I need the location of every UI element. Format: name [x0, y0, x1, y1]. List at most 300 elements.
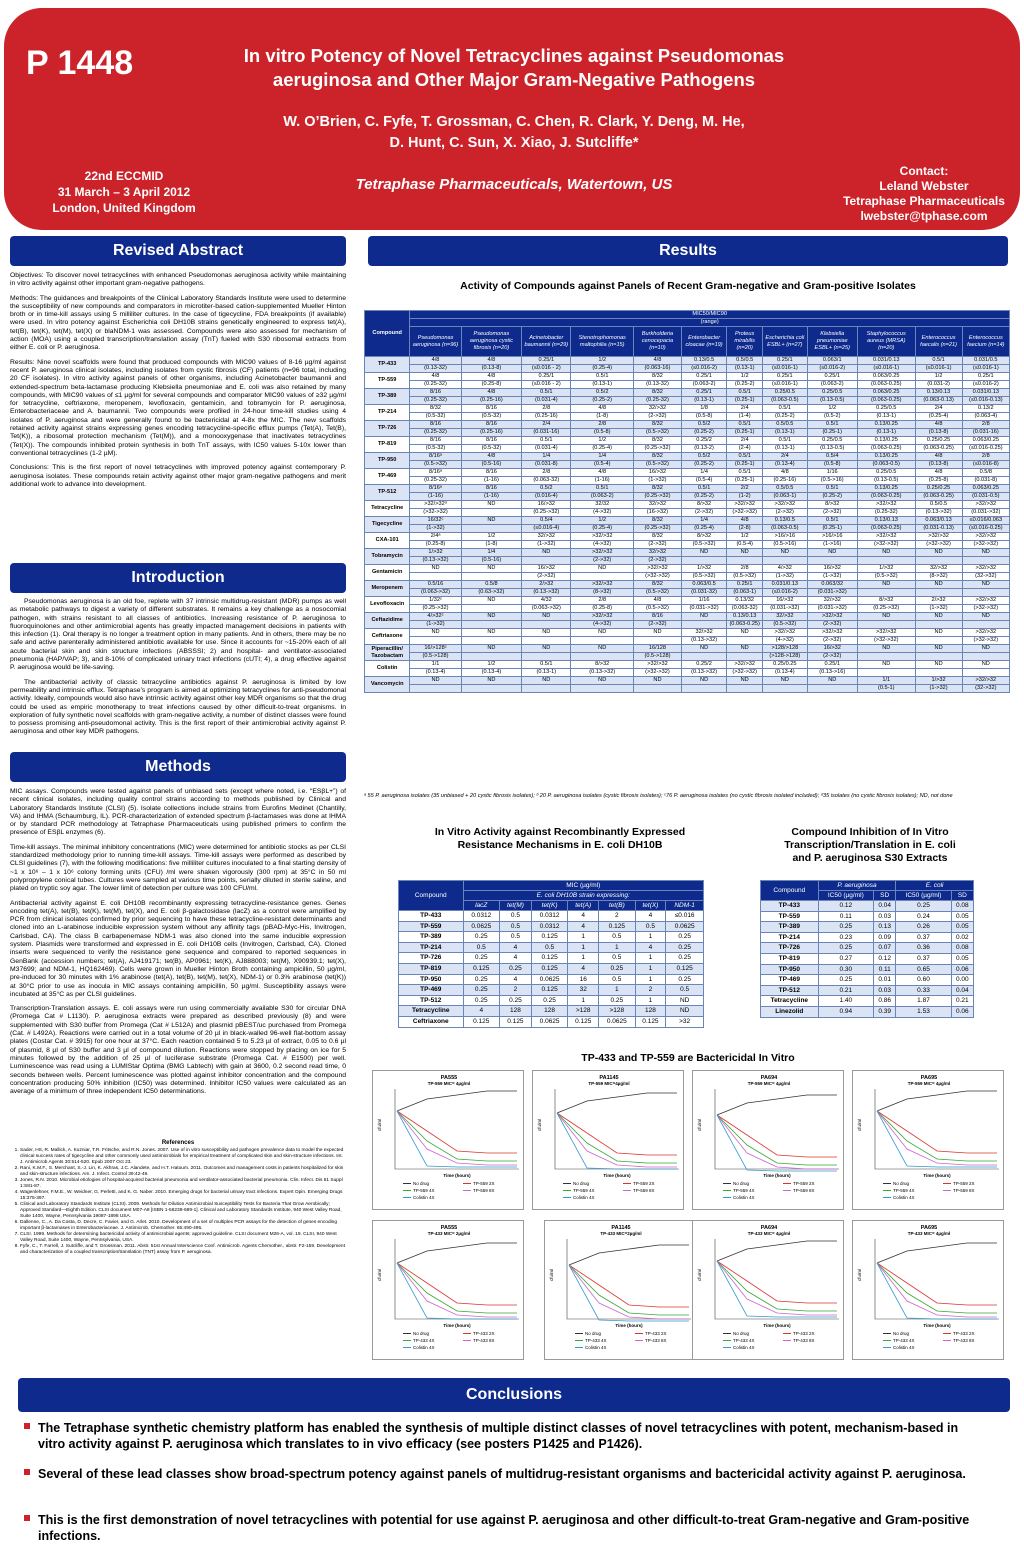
- abstract-objectives: Objectives: To discover novel tetracyclines with enhanced Pseudomonas aeruginosa activity while maintaining in vitro activity against other important gram-negative pathogens.: [10, 272, 346, 288]
- legend-label: TP-433 8X: [793, 1338, 815, 1343]
- ic50-value: 0.11: [818, 911, 873, 922]
- legend-label: Colistin 4X: [733, 1195, 755, 1200]
- mic-value: ND: [763, 549, 807, 557]
- ic50-value: 0.05: [951, 911, 973, 922]
- mic-range: (0.5->32): [634, 429, 682, 437]
- table-row: [761, 996, 974, 1007]
- mic-value: 0.5: [666, 985, 704, 996]
- legend-label: TP-559 2X: [953, 1181, 975, 1186]
- mic-value: ND: [915, 581, 962, 589]
- ic50-value: 0.08: [951, 901, 973, 912]
- mic-value: 8/16: [461, 421, 522, 429]
- mic-range: (0.25-4): [571, 365, 634, 373]
- mic-value: 1: [568, 932, 599, 943]
- mic-range: (0.5->32): [857, 573, 915, 581]
- mic-value: 2/8: [522, 469, 571, 477]
- abstract-conclusions: Conclusions: This is the first report of novel tetracyclines with improved potency against contemporary P. aeruginosa isolates. These compounds retain activity against other major gram-negative pathogens and merit additional work to advance into development.: [10, 464, 346, 488]
- mic-range: [681, 653, 726, 661]
- mic-range: (0.5->32): [634, 589, 682, 597]
- legend-label: TP-433 2X: [473, 1331, 495, 1336]
- mic-range: (1->32): [410, 525, 461, 533]
- mic-range: (0.13-4): [763, 669, 807, 677]
- table3-ic50-header: IC50 (µg/ml): [818, 891, 873, 901]
- ic50-value: 0.03: [874, 911, 896, 922]
- compound-name: TP-469: [399, 985, 464, 996]
- mic-value: 4: [568, 963, 599, 974]
- mic-range: [857, 557, 915, 565]
- mic-value: 8/>32: [681, 501, 726, 509]
- mic-value: ND: [522, 645, 571, 653]
- mic-range: (0.5->32): [727, 573, 763, 581]
- compound-name: TP-950: [365, 453, 410, 469]
- mic-value: 8/32: [634, 581, 682, 589]
- mic-value: 0.063/0.25: [962, 437, 1009, 445]
- mic-range: (0.25-2): [681, 461, 726, 469]
- mic-value: 8/16: [410, 389, 461, 397]
- mic-value: 32/>32: [634, 405, 682, 413]
- mic-range: (0.25-32): [410, 381, 461, 389]
- mic-value: 1/4: [681, 517, 726, 525]
- compound-name: Ceftazidime: [365, 613, 410, 629]
- graph-ylabel: cfu/ml: [377, 1268, 382, 1281]
- timekill-series: [557, 1113, 677, 1167]
- mic-range: (0.25-2): [807, 493, 857, 501]
- mic-value: 4/8: [461, 373, 522, 381]
- compound-name: TP-726: [399, 953, 464, 964]
- conclusion-item: [38, 1420, 988, 1452]
- mic-range: (0.063-0.13): [915, 397, 962, 405]
- mic-range: (0.25-32): [410, 429, 461, 437]
- timekill-series: [569, 1265, 689, 1307]
- mic-value: 0.5/0.5: [915, 501, 962, 509]
- timekill-plot: [533, 1071, 685, 1211]
- mic-value: 2/4: [915, 405, 962, 413]
- mic-value: 0.25: [463, 932, 499, 943]
- legend-label: TP-559 8X: [473, 1188, 495, 1193]
- mic-value: 0.5/4: [522, 517, 571, 525]
- mic-value: >32/>32ᵈ: [410, 501, 461, 509]
- mic-value: 0.25/1: [807, 373, 857, 381]
- mic-range: (0.25-4): [681, 525, 726, 533]
- mic-value: ND: [410, 565, 461, 573]
- mic-value: 0.25: [666, 974, 704, 985]
- graph-axes: [715, 1239, 839, 1319]
- mic-value: >128/>128: [763, 645, 807, 653]
- table-row: [365, 509, 1010, 517]
- mic-value: 4/8: [915, 469, 962, 477]
- mic-value: ND: [727, 629, 763, 637]
- mic-range: [681, 685, 726, 693]
- mic-range: (0.25->32): [634, 445, 682, 453]
- mic-value: 0.25: [666, 932, 704, 943]
- mic-range: (≤0.016-1): [915, 365, 962, 373]
- table1-organism-header: Proteus mirabilis (n=20): [727, 327, 763, 357]
- mic-value: 0.0625: [531, 1016, 567, 1027]
- mic-range: (0.031-32): [681, 589, 726, 597]
- compound-name: TP-512: [399, 995, 464, 1006]
- table-row: [365, 525, 1010, 533]
- mic-range: (1->16): [807, 541, 857, 549]
- mic-value: 0.5: [599, 932, 635, 943]
- graph-title: PA1145: [599, 1075, 619, 1081]
- mic-value: 0.5/1: [915, 357, 962, 365]
- mic-range: (0.063->32): [522, 605, 571, 613]
- table-row: [399, 942, 704, 953]
- table-row: [365, 381, 1010, 389]
- mic-value: 1/2: [727, 533, 763, 541]
- abstract-heading: Revised Abstract: [10, 236, 346, 266]
- mic-value: >32/>32: [807, 629, 857, 637]
- ic50-value: 0.33: [896, 985, 951, 996]
- mic-range: (0.13->16): [807, 669, 857, 677]
- mic-range: [915, 653, 962, 661]
- mic-value: 0.0625: [666, 921, 704, 932]
- mic-value: 1/1: [410, 661, 461, 669]
- mic-value: 4/8: [915, 421, 962, 429]
- methods-body: [10, 788, 346, 1102]
- mic-value: 0.13/0.13: [915, 389, 962, 397]
- compound-name: TP-214: [761, 932, 819, 943]
- mic-value: 0.125: [568, 1016, 599, 1027]
- mic-value: >32/>32: [727, 661, 763, 669]
- reference-item: 8. Fyfe, C., T. Farrell, J. Sutcliffe, and T. Grossman. 2011. Abstr. 51st Annual Interscience Conf. Antimicrob. Agents Chemother., abstr. F2-159. Development and characterization of a coupled transcription/translation (TNT) assay from P. aeruginosa.: [20, 1244, 346, 1256]
- mic-value: 32/>32: [522, 533, 571, 541]
- timekill-plot: [373, 1221, 525, 1361]
- table2-mic-header: MIC (µg/ml): [463, 881, 703, 891]
- mic-range: (2->32): [807, 637, 857, 645]
- mic-value: 4/>32: [763, 565, 807, 573]
- mic-value: 0.125: [500, 1016, 532, 1027]
- ic50-value: 0.00: [951, 975, 973, 986]
- mic-range: (>32->32): [915, 541, 962, 549]
- table-row: [365, 437, 1010, 445]
- mic-range: (1-2): [727, 493, 763, 501]
- table-row: [365, 405, 1010, 413]
- timekill-plot: [693, 1221, 845, 1361]
- mic-value: 0.063/0.25: [962, 485, 1009, 493]
- mic-value: 0.13/0.13: [857, 517, 915, 525]
- mic-range: (0.063-0.25): [857, 381, 915, 389]
- mic-range: (0.063-2): [571, 493, 634, 501]
- legend-label: No drug: [733, 1331, 750, 1336]
- timekill-series: [877, 1263, 997, 1305]
- mic-value: 0.25/0.25: [763, 661, 807, 669]
- mic-range: [962, 669, 1009, 677]
- mic-value: 0.25/2: [681, 437, 726, 445]
- mic-value: 0.0312: [463, 911, 499, 922]
- mic-range: (0.25-16): [522, 413, 571, 421]
- mic-value: 0.25/1: [763, 357, 807, 365]
- mic-value: 1: [568, 942, 599, 953]
- timekill-title: TP-433 and TP-559 are Bactericidal In Vitro: [581, 1052, 795, 1064]
- mic-range: [571, 685, 634, 693]
- ic50-value: 0.21: [818, 985, 873, 996]
- mic-value: 0.25: [599, 995, 635, 1006]
- mic-value: 1: [599, 942, 635, 953]
- conclusion-text: This is the first demonstration of novel tetracyclines with potential for use against P. aeruginosa and other difficult-to-treat Gram-negative and Gram-positive infections.: [38, 1513, 970, 1543]
- table-row: [365, 581, 1010, 589]
- mic-value: 16/>32: [522, 565, 571, 573]
- mic-value: 0.125: [531, 932, 567, 943]
- mic-value: ND: [915, 661, 962, 669]
- table1-compound-header: Compound: [365, 311, 410, 357]
- mic-range: (0.13-1): [571, 381, 634, 389]
- abstract-body: [10, 272, 346, 495]
- mic-range: (>32->32): [857, 637, 915, 645]
- mic-value: ND: [681, 613, 726, 621]
- mic-range: (1-16): [571, 477, 634, 485]
- timekill-series: [397, 1111, 517, 1161]
- legend-label: TP-433 4X: [733, 1338, 755, 1343]
- mic-value: 16/32ᶜ: [410, 517, 461, 525]
- ic50-value: 0.06: [951, 964, 973, 975]
- compound-name: Levofloxacin: [365, 597, 410, 613]
- mic-range: (1-16): [410, 493, 461, 501]
- mic-value: 0.25/0.5: [807, 437, 857, 445]
- mic-value: 0.5/1: [681, 485, 726, 493]
- mic-value: 1: [568, 953, 599, 964]
- mic-value: >32/>32: [571, 549, 634, 557]
- mic-value: 8/16: [410, 437, 461, 445]
- mic-value: 4/32: [522, 597, 571, 605]
- timekill-series: [397, 1111, 517, 1153]
- mic-range: (0.25-16): [461, 429, 522, 437]
- mic-value: >32/>32: [634, 661, 682, 669]
- timekill-series: [717, 1261, 837, 1315]
- mic-value: 4/8: [461, 453, 522, 461]
- mic-range: (1->32): [915, 605, 962, 613]
- compound-name: TP-433: [365, 357, 410, 373]
- mic-range: (0.25-2): [681, 493, 726, 501]
- table-row: [365, 501, 1010, 509]
- table-row: [365, 517, 1010, 525]
- mic-value: 0.25/1: [522, 357, 571, 365]
- mic-value: 0.0625: [599, 1016, 635, 1027]
- mic-range: (0.063-0.5): [763, 397, 807, 405]
- mic-value: >32/>32: [571, 613, 634, 621]
- compound-name: CXA-101: [365, 533, 410, 549]
- table1-mic-header: MIC50/MIC90: [410, 311, 1010, 319]
- mic-range: [461, 637, 522, 645]
- mic-value: 0.125: [531, 985, 567, 996]
- mic-value: 0.5/16: [410, 581, 461, 589]
- mic-range: (0.25-4): [571, 525, 634, 533]
- mic-range: [410, 685, 461, 693]
- mic-value: 0.13/32: [727, 597, 763, 605]
- mic-range: (0.5->32): [763, 621, 807, 629]
- graph-axes: [875, 1089, 999, 1169]
- mic-value: 0.5: [599, 953, 635, 964]
- mic-value: 8/32: [634, 453, 682, 461]
- mic-value: 4/8: [571, 469, 634, 477]
- table-row: [399, 1016, 704, 1027]
- table-row: [365, 589, 1010, 597]
- table-row: [399, 995, 704, 1006]
- mic-range: (0.063-0.25): [727, 621, 763, 629]
- mic-value: 0.5: [463, 942, 499, 953]
- table-row: [365, 453, 1010, 461]
- mic-value: 0.5/1: [763, 405, 807, 413]
- methods-mic: MIC assays. Compounds were tested against panels of unbiased sets (except where noted, i.e. “ESβL+”) of recent clinical isolates, including quality control strains according to methods published by Clinical and Laboratory Standards Institute (CLSI) (5). Isolate collections include strains from Eurofins Medinet (Chantilly, VA) and IHMA (Schaumburg, IL). PCR-characterization of extended spectrum β-lactamases was done at IHMA or by standard PCR methodology at Tetraphase Pharmaceuticals using published primers to confirm the presence of ESβL enzymes (6).: [10, 788, 346, 837]
- mic-range: (0.031->32): [681, 605, 726, 613]
- mic-range: (0.5->128): [410, 653, 461, 661]
- mic-value: 0.5/2: [681, 421, 726, 429]
- mic-value: 0.25/0.5: [857, 405, 915, 413]
- mic-value: 4: [500, 942, 532, 953]
- mic-range: [962, 621, 1009, 629]
- mic-range: (≤0.016 - 2): [522, 381, 571, 389]
- ic50-value: 0.25: [896, 901, 951, 912]
- table-row: [761, 922, 974, 933]
- mic-range: (0.13-0.5): [807, 397, 857, 405]
- mic-range: (16->32): [634, 509, 682, 517]
- table-row: [399, 1006, 704, 1017]
- reference-item: 7. CLSI. 1999. Methods for determining bactericidal activity of antimicrobial agents; approved guideline. CLSI document M26-A, vol. 19. CLSI, 940 West Valley Road, Suite 1400, Wayne, Pennsylvania, USA.: [20, 1232, 346, 1244]
- mic-value: 0.25/0.25: [915, 485, 962, 493]
- ic50-value: 0.60: [896, 975, 951, 986]
- mic-value: 2/8: [522, 405, 571, 413]
- mic-range: (0.031-16): [522, 429, 571, 437]
- mic-value: 8/32: [634, 517, 682, 525]
- mic-value: ND: [962, 549, 1009, 557]
- mic-range: (≤0.016-0.13): [962, 397, 1009, 405]
- mic-range: (0.031->32): [763, 605, 807, 613]
- conf-line-2: 31 March – 3 April 2012: [57, 185, 191, 199]
- graph-ylabel: cfu/ml: [697, 1118, 702, 1131]
- table-row: [399, 921, 704, 932]
- conclusion-text: Several of these lead classes show broad-spectrum potency against panels of multidrug-resistant organisms and bactericidal activity against P. aeruginosa.: [38, 1467, 966, 1481]
- mic-value: 0.5: [599, 974, 635, 985]
- mic-range: (1->32): [915, 685, 962, 693]
- mic-range: [522, 685, 571, 693]
- graph-axes: [395, 1089, 519, 1169]
- results-heading: Results: [368, 236, 1008, 266]
- mic-range: (1->32): [410, 621, 461, 629]
- mic-value: ND: [461, 597, 522, 605]
- table1-range-header: (range): [410, 319, 1010, 327]
- graph-axes: [875, 1239, 999, 1319]
- ic50-value: 0.23: [818, 932, 873, 943]
- mic-range: (0.5-4): [681, 477, 726, 485]
- table-row: [365, 421, 1010, 429]
- mic-value: 0.5/1: [807, 517, 857, 525]
- mic-value: 0.25/1: [763, 373, 807, 381]
- mic-value: 1/8: [681, 405, 726, 413]
- mic-range: [522, 557, 571, 565]
- table1-organism-header: Pseudomonas aeruginosa cystic fibrosis (n=20): [461, 327, 522, 357]
- mic-range: [915, 621, 962, 629]
- legend-label: No drug: [893, 1331, 910, 1336]
- mic-range: (4->32): [763, 637, 807, 645]
- mic-value: 0.125: [531, 953, 567, 964]
- compound-name: TP-214: [399, 942, 464, 953]
- mic-range: [857, 621, 915, 629]
- mic-value: ND: [461, 501, 522, 509]
- mic-range: (≤0.016-2): [962, 381, 1009, 389]
- compound-name: TP-726: [761, 943, 819, 954]
- mic-range: [763, 685, 807, 693]
- mic-range: (>32->32): [410, 509, 461, 517]
- compound-name: TP-433: [761, 901, 819, 912]
- timekill-graph: [372, 1220, 524, 1360]
- ic50-value: 0.05: [951, 922, 973, 933]
- mic-range: (0.5->32): [410, 461, 461, 469]
- mic-range: (0.13-4): [461, 669, 522, 677]
- mic-range: (0.5->128): [634, 653, 682, 661]
- mic-range: (0.031-8): [522, 461, 571, 469]
- mic-value: 0.25/1: [522, 373, 571, 381]
- mic-value: 0.5/0.5: [763, 421, 807, 429]
- ic50-value: 0.05: [951, 953, 973, 964]
- mic-value: 1/4: [461, 549, 522, 557]
- compound-name: TP-559: [365, 373, 410, 389]
- mic-value: 0.25/1: [962, 373, 1009, 381]
- mic-value: 4/8: [410, 357, 461, 365]
- mic-value: 4: [463, 1006, 499, 1017]
- table-row: [365, 685, 1010, 693]
- conclusion-text: The Tetraphase synthetic chemistry platform has enabled the synthesis of multiple distinct classes of novel tetracyclines with potent, mechanism-based in vitro activity against P. aeruginosa which translates to in vivo efficacy (see posters P1425 and P1426).: [38, 1421, 959, 1451]
- mic-range: (0.5->16): [763, 541, 807, 549]
- table-row: [365, 621, 1010, 629]
- mic-value: 2/8: [962, 453, 1009, 461]
- mic-value: 0.25: [463, 974, 499, 985]
- mic-value: ND: [962, 661, 1009, 669]
- timekill-series: [397, 1263, 517, 1305]
- table2-gene-header: tet(M): [500, 901, 532, 911]
- mic-range: (0.13-1): [681, 397, 726, 405]
- mic-range: (1-8): [571, 413, 634, 421]
- ic50-value: 0.03: [874, 985, 896, 996]
- table2-gene-header: tet(A): [568, 901, 599, 911]
- mic-range: (0.25-4): [915, 413, 962, 421]
- ic50-value: 0.39: [874, 1006, 896, 1017]
- mic-value: 4/>32ᶜ: [410, 613, 461, 621]
- mic-value: ND: [962, 581, 1009, 589]
- mic-value: 0.25/0.5: [807, 389, 857, 397]
- mic-range: (0.13-1): [763, 445, 807, 453]
- legend-label: Colistin 4X: [413, 1195, 435, 1200]
- mic-range: (0.063-0.5): [857, 461, 915, 469]
- mic-range: (2->32): [681, 509, 726, 517]
- mic-range: [681, 557, 726, 565]
- mic-range: (0.13-2): [681, 445, 726, 453]
- mic-value: 8/32: [634, 389, 682, 397]
- graph-title: PA1145: [611, 1225, 631, 1231]
- timekill-graph: [852, 1220, 1004, 1360]
- mic-range: (>32->32): [857, 541, 915, 549]
- mic-range: (≤0.016 - 2): [522, 365, 571, 373]
- timekill-series: [397, 1263, 517, 1317]
- mic-value: >32/>32: [962, 629, 1009, 637]
- table2-gene-header: tet(K): [531, 901, 567, 911]
- mic-value: 8/16: [410, 421, 461, 429]
- mic-range: [522, 653, 571, 661]
- graph-title: PA694: [760, 1075, 778, 1081]
- abstract-methods: Methods: The guidances and breakpoints of the Clinical Laboratory Standards Institute were used to determine the susceptibility of new compounds and comparators in microtiter-based cation-supplemented Mueller Hinton broth or in time-kill assays using 5 milliliter cultures. In the case of tigecycline, FDA breakpoints (if available) were used. In vitro potency against Escherichia coli DH10B strains genetically engineered to express tet(A), tet(B), tet(K), tet(M), tet(X) or blaNDM-1 was assessed. Compounds were also assessed for mechanism of action (MOA) using a coupled transcription/translation assay (TnT) fueled with S30 ribosomal extracts from either E. coli or P. aeruginosa.: [10, 294, 346, 352]
- mic-value: 4/8: [634, 357, 682, 365]
- mic-range: (>32->32): [962, 605, 1009, 613]
- mic-range: [857, 653, 915, 661]
- mic-range: [461, 573, 522, 581]
- compound-name: TP-559: [399, 921, 464, 932]
- mic-value: 8/>32: [857, 597, 915, 605]
- mic-range: (≤0.016-1): [763, 381, 807, 389]
- mic-value: 8/32: [634, 485, 682, 493]
- compound-name: Ceftriaxone: [399, 1016, 464, 1027]
- graph-subtitle: TP-433 MIC= 2µg/ml: [427, 1231, 471, 1236]
- mic-value: 4/8: [571, 405, 634, 413]
- recombinant-table: [398, 880, 704, 1028]
